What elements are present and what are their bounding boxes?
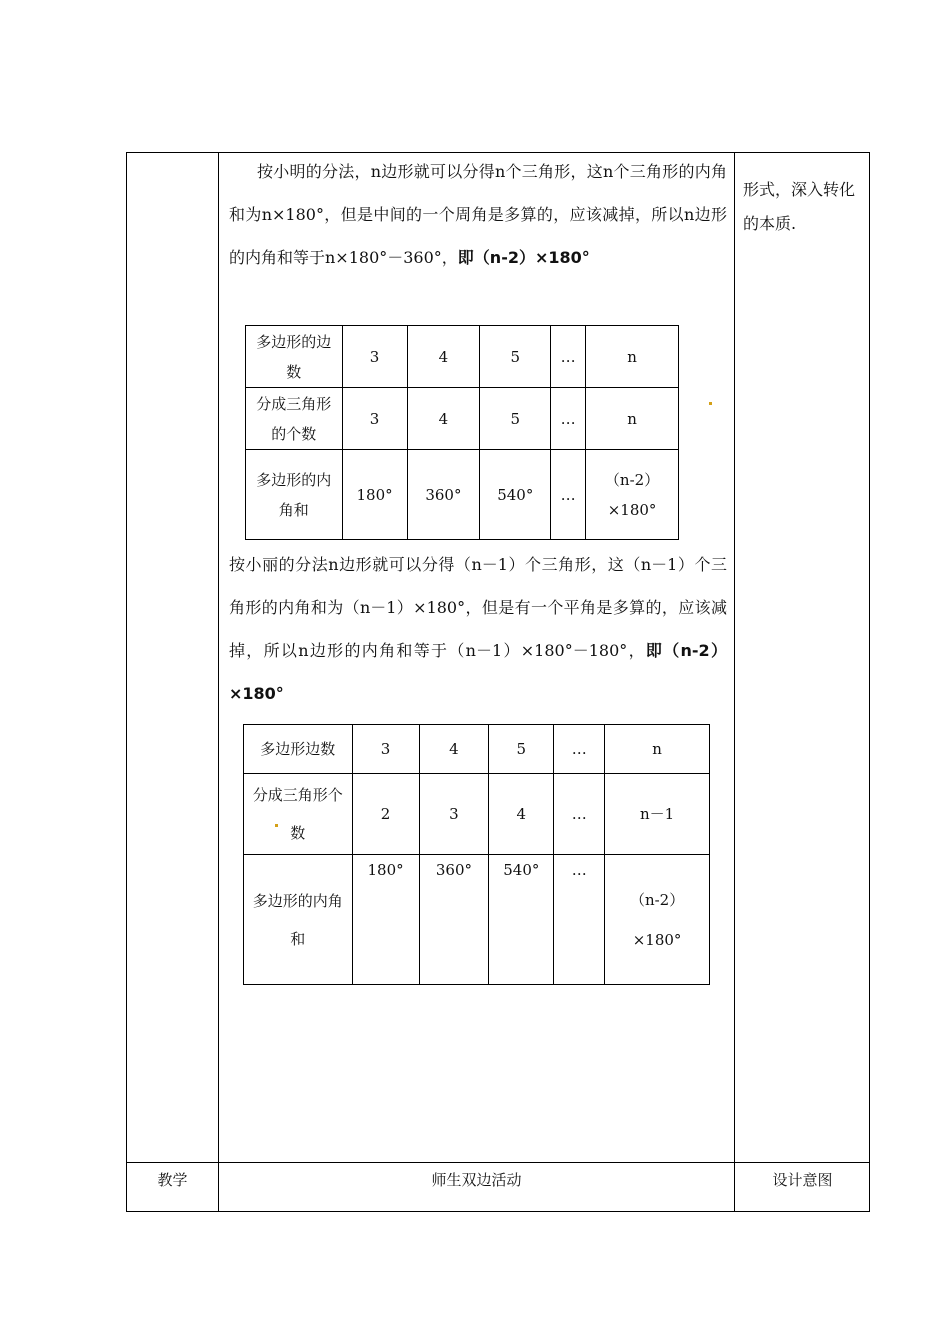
design-intent-note: 形式，深入转化的本质.: [743, 180, 856, 233]
column-divider-left: [218, 153, 219, 1211]
footer-design-label: 设计意图: [772, 1171, 833, 1189]
table-cell: 3: [342, 388, 407, 450]
table-cell: （n-2）×180°: [586, 450, 679, 540]
xiaoli-table: [243, 724, 710, 985]
table-cell: 4: [407, 326, 480, 388]
table-cell: …: [554, 725, 605, 774]
table-row: [246, 450, 679, 540]
table-cell: 5: [489, 725, 554, 774]
table-cell: 4: [419, 725, 489, 774]
table-cell: 540°: [480, 450, 551, 540]
table-cell: 2: [352, 774, 419, 855]
table-cell: …: [554, 855, 605, 985]
lesson-plan-table: [126, 152, 870, 1212]
xiaoli-method-paragraph: [229, 543, 727, 715]
xiaoli-method-text: 按小丽的分法n边形就可以分得（n－1）个三角形，这（n－1）个三角形的内角和为（n－1）×180°，但是有一个平角是多算的，应该减掉，所以n边形的内角和等于（n－1）×180°－180°，: [229, 555, 727, 660]
table-cell: n: [586, 388, 679, 450]
ink-speck: [275, 824, 278, 827]
row-header-triangles: 分成三角形的个数: [246, 388, 343, 450]
footer-teaching-label: 教学: [157, 1171, 188, 1189]
table-row: [244, 774, 710, 855]
row-header-angle-sum: 多边形的内角和: [244, 855, 353, 985]
xiaoming-table: [245, 325, 679, 540]
row-header-angle-sum: 多边形的内角和: [246, 450, 343, 540]
row-header-sides: 多边形的边数: [246, 326, 343, 388]
table-row: [244, 855, 710, 985]
table-cell: …: [551, 326, 586, 388]
table-cell: n: [586, 326, 679, 388]
table-cell: 360°: [419, 855, 489, 985]
table-cell: …: [554, 774, 605, 855]
ink-speck: [709, 402, 712, 405]
table-row: [246, 388, 679, 450]
xiaoming-method-text: 按小明的分法，n边形就可以分得n个三角形，这n个三角形的内角和为n×180°，但是中间的一个周角是多算的，应该减掉，所以n边形的内角和等于n×180°－360°，: [229, 162, 727, 267]
xiaoli-conclusion: 即（n-2）×180°: [229, 641, 727, 703]
table-cell: 4: [489, 774, 554, 855]
table-cell: 180°: [342, 450, 407, 540]
table-cell: 3: [419, 774, 489, 855]
table-cell: 4: [407, 388, 480, 450]
row-header-triangles: 分成三角形个数: [244, 774, 353, 855]
xiaoming-method-paragraph: [229, 150, 727, 279]
table-row: [244, 725, 710, 774]
table-cell: 360°: [407, 450, 480, 540]
column-divider-right: [734, 153, 735, 1211]
table-cell: …: [551, 388, 586, 450]
table-cell: （n-2）×180°: [605, 855, 710, 985]
table-cell: 540°: [489, 855, 554, 985]
table-cell: …: [551, 450, 586, 540]
xiaoming-conclusion: 即（n-2）×180°: [457, 248, 590, 267]
table-cell: 5: [480, 326, 551, 388]
table-cell: 3: [342, 326, 407, 388]
footer-activity-label: 师生双边活动: [431, 1171, 522, 1189]
table-cell: 180°: [352, 855, 419, 985]
footer-row-divider: [127, 1162, 869, 1163]
table-cell: n: [605, 725, 710, 774]
table-cell: 5: [480, 388, 551, 450]
table-cell: n－1: [605, 774, 710, 855]
table-row: [246, 326, 679, 388]
table-cell: 3: [352, 725, 419, 774]
row-header-sides: 多边形边数: [244, 725, 353, 774]
